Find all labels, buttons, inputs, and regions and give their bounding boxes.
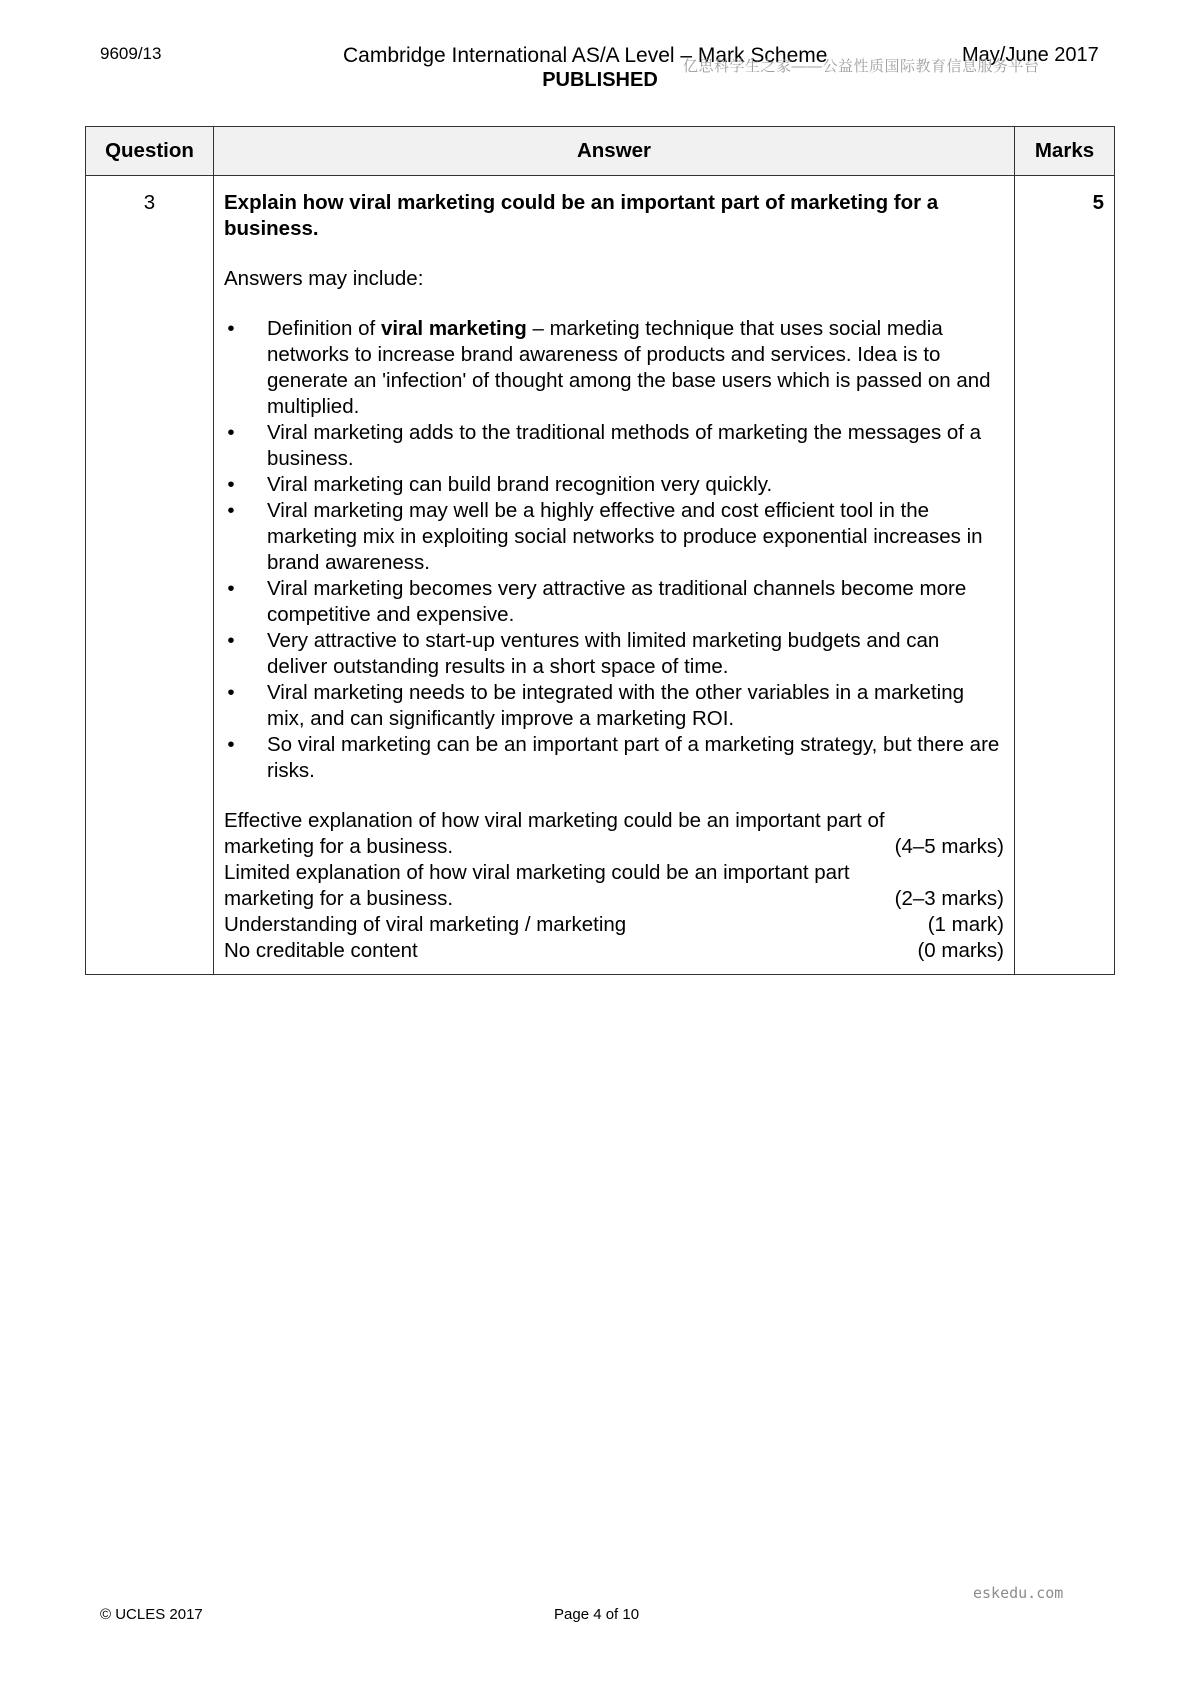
- answer-point-text: Viral marketing needs to be integrated with the other variables in a marketing mix, and can significantly improve a marketing ROI.: [267, 681, 965, 730]
- table-header-row: [86, 127, 1115, 176]
- list-item: [224, 576, 1004, 628]
- level-marks: (2–3 marks): [894, 887, 1004, 910]
- level-row: [224, 912, 1004, 938]
- answer-points-list: [224, 316, 1004, 784]
- bullet-icon: •: [227, 681, 235, 704]
- definition-text: – marketing technique that uses social media networks to increase brand awareness of products and services. Idea is to generate an 'infection' of thought among the base users which is passed on and multiplied.: [267, 317, 991, 418]
- definition-prefix: Definition of: [267, 317, 381, 340]
- level-row: [224, 834, 1004, 860]
- answer-point-text: Viral marketing adds to the traditional methods of marketing the messages of a business.: [267, 421, 982, 470]
- bullet-icon: •: [227, 473, 235, 496]
- marks-value: 5: [1015, 176, 1115, 975]
- level-descriptor-text: Understanding of viral marketing / marketing: [224, 913, 627, 936]
- list-item: [224, 498, 1004, 576]
- list-item: [224, 316, 1004, 420]
- level-row: [224, 886, 1004, 912]
- answer-cell: [214, 176, 1015, 975]
- exam-session: May/June 2017: [962, 44, 1099, 66]
- level-descriptor-text: No creditable content: [224, 939, 418, 962]
- list-item: [224, 732, 1004, 784]
- question-column-header: Question: [86, 127, 214, 176]
- question-number: 3: [86, 176, 214, 975]
- answers-intro: Answers may include:: [224, 267, 424, 290]
- site-watermark: eskedu.com: [973, 1584, 1064, 1602]
- level-descriptor-text: marketing for a business.: [224, 835, 454, 858]
- list-item: [224, 680, 1004, 732]
- level-descriptor-text: Limited explanation of how viral marketing could be an important part: [224, 861, 850, 884]
- watermark-text: 亿思科学生之家——公益性质国际教育信息服务平台: [683, 58, 1040, 75]
- paper-code: 9609/13: [100, 44, 162, 63]
- level-marks: (4–5 marks): [894, 835, 1004, 858]
- list-item: [224, 420, 1004, 472]
- answer-point-text: Viral marketing can build brand recognition very quickly.: [267, 473, 773, 496]
- level-marks: (0 marks): [917, 939, 1004, 962]
- level-descriptor-text: marketing for a business.: [224, 887, 454, 910]
- answer-point-text: Very attractive to start-up ventures with limited marketing budgets and can deliver outstanding results in a short space of time.: [267, 629, 940, 678]
- document-title: Cambridge International AS/A Level – Mark Scheme: [343, 44, 828, 67]
- answer-column-header: Answer: [214, 127, 1015, 176]
- bullet-icon: •: [227, 421, 235, 444]
- level-marks: (1 mark): [927, 913, 1004, 936]
- bullet-icon: •: [227, 733, 235, 756]
- bullet-icon: •: [227, 317, 235, 340]
- answer-point-text: Viral marketing becomes very attractive as traditional channels become more competitive and expensive.: [267, 577, 967, 626]
- mark-scheme-table: [85, 126, 1115, 975]
- answer-point-text: Viral marketing may well be a highly effective and cost efficient tool in the marketing mix in exploiting social networks to produce exponential increases in brand awareness.: [267, 499, 983, 574]
- question-prompt: Explain how viral marketing could be an important part of marketing for a business.: [224, 191, 939, 240]
- level-descriptor-text: Effective explanation of how viral marketing could be an important part of: [224, 809, 885, 832]
- level-descriptors: [224, 808, 1004, 964]
- copyright-notice: © UCLES 2017: [100, 1606, 203, 1623]
- published-label: PUBLISHED: [542, 69, 658, 91]
- answer-point-text: So viral marketing can be an important part of a marketing strategy, but there are risks.: [267, 733, 1000, 782]
- page-number: Page 4 of 10: [554, 1606, 640, 1623]
- table-row: [86, 176, 1115, 975]
- bullet-icon: •: [227, 499, 235, 522]
- bullet-icon: •: [227, 577, 235, 600]
- marks-column-header: Marks: [1015, 127, 1115, 176]
- bullet-icon: •: [227, 629, 235, 652]
- list-item: [224, 472, 1004, 498]
- list-item: [224, 628, 1004, 680]
- definition-term: viral marketing: [380, 317, 527, 340]
- level-row: [224, 938, 1004, 964]
